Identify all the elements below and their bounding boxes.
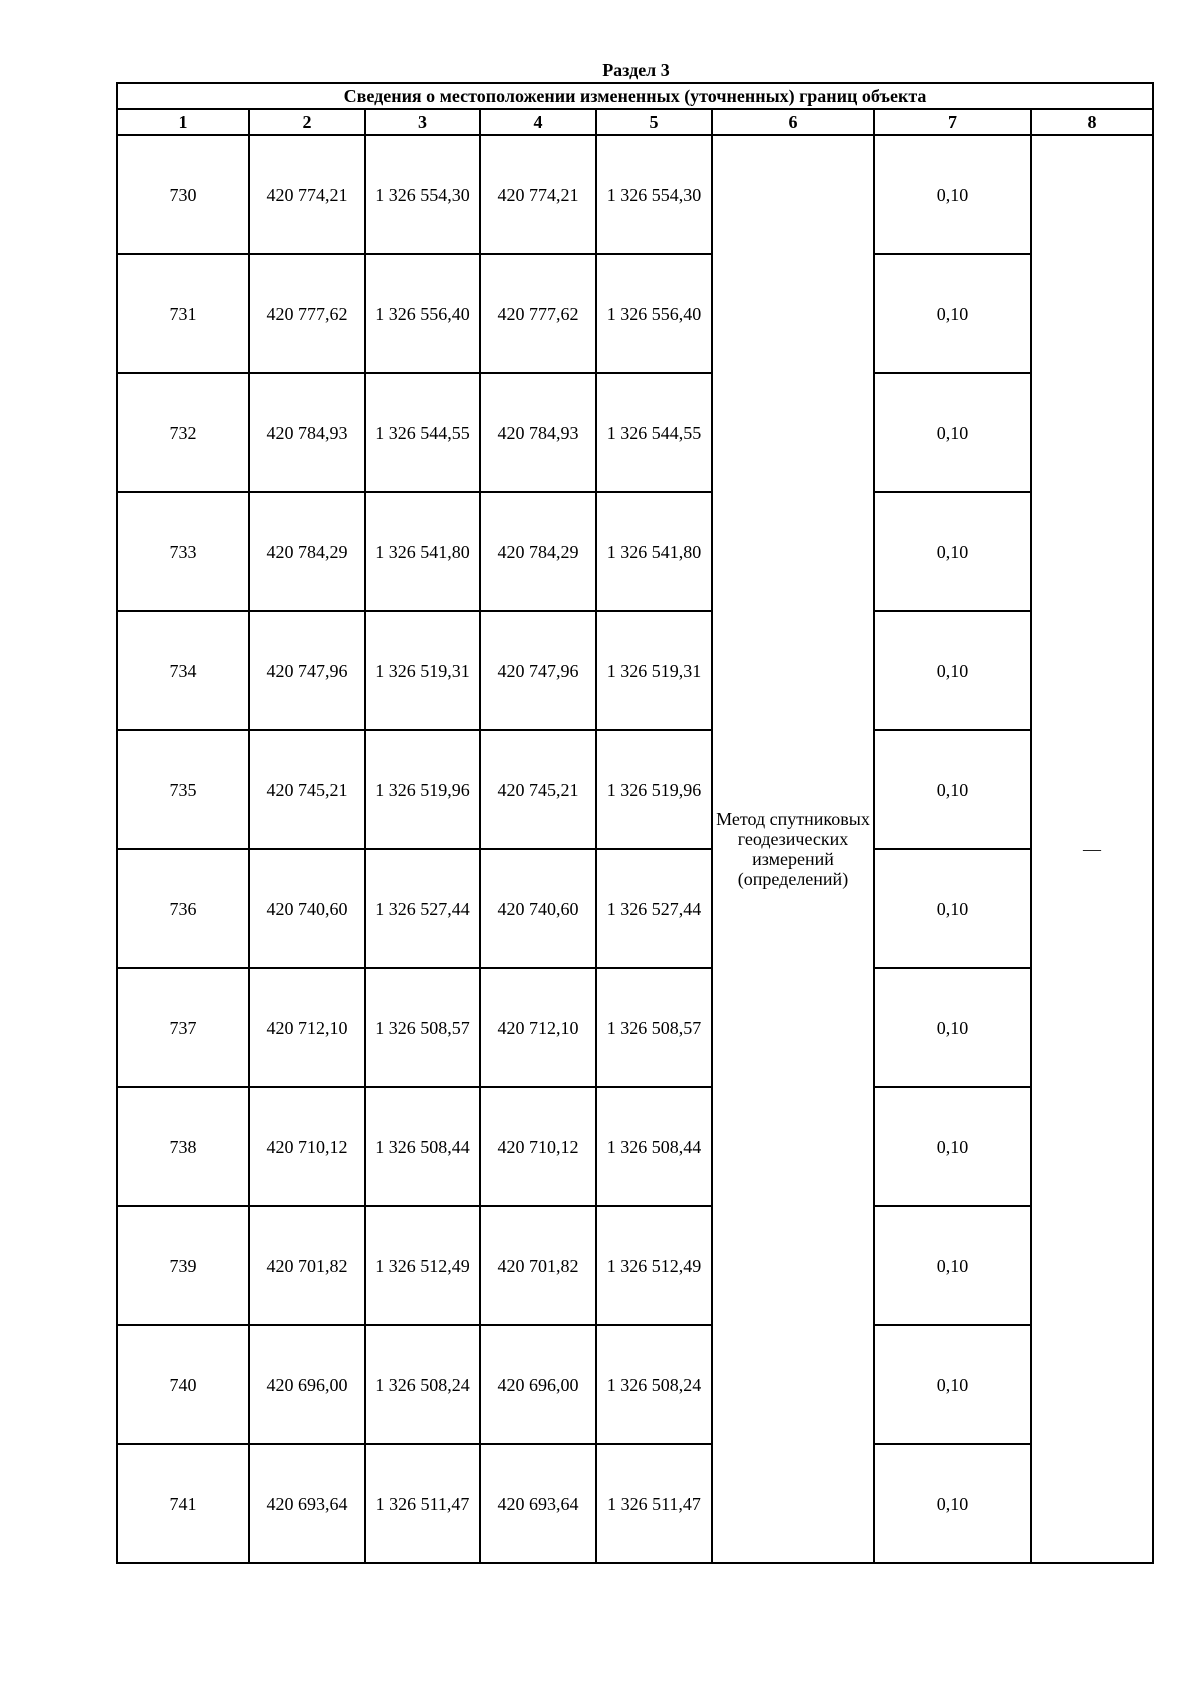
column-number: 5	[596, 109, 712, 135]
accuracy-cell: 0,10	[874, 373, 1031, 492]
x-existing-cell: 420 701,82	[249, 1206, 365, 1325]
column-number: 7	[874, 109, 1031, 135]
point-number-cell: 740	[117, 1325, 249, 1444]
accuracy-cell: 0,10	[874, 1087, 1031, 1206]
x-refined-cell: 420 784,29	[480, 492, 596, 611]
table-row	[117, 968, 1153, 1087]
table-row	[117, 1444, 1153, 1563]
accuracy-cell: 0,10	[874, 849, 1031, 968]
x-refined-cell: 420 747,96	[480, 611, 596, 730]
point-number-cell: 741	[117, 1444, 249, 1563]
y-existing-cell: 1 326 511,47	[365, 1444, 480, 1563]
accuracy-cell: 0,10	[874, 730, 1031, 849]
y-existing-cell: 1 326 519,96	[365, 730, 480, 849]
y-existing-cell: 1 326 554,30	[365, 135, 480, 254]
x-refined-cell: 420 710,12	[480, 1087, 596, 1206]
table-row	[117, 1206, 1153, 1325]
y-refined-cell: 1 326 508,44	[596, 1087, 712, 1206]
column-number: 6	[712, 109, 874, 135]
column-number-row	[117, 109, 1153, 135]
x-existing-cell: 420 696,00	[249, 1325, 365, 1444]
y-refined-cell: 1 326 556,40	[596, 254, 712, 373]
column-number: 8	[1031, 109, 1153, 135]
column-number: 4	[480, 109, 596, 135]
point-number-cell: 737	[117, 968, 249, 1087]
point-number-cell: 735	[117, 730, 249, 849]
section-title: Раздел 3	[602, 60, 670, 80]
x-existing-cell: 420 784,29	[249, 492, 365, 611]
table-row	[117, 849, 1153, 968]
point-number-cell: 733	[117, 492, 249, 611]
accuracy-cell: 0,10	[874, 1325, 1031, 1444]
column-number: 3	[365, 109, 480, 135]
accuracy-cell: 0,10	[874, 492, 1031, 611]
column-number: 2	[249, 109, 365, 135]
x-refined-cell: 420 712,10	[480, 968, 596, 1087]
x-refined-cell: 420 784,93	[480, 373, 596, 492]
y-refined-cell: 1 326 519,31	[596, 611, 712, 730]
y-refined-cell: 1 326 508,24	[596, 1325, 712, 1444]
x-existing-cell: 420 740,60	[249, 849, 365, 968]
x-refined-cell: 420 745,21	[480, 730, 596, 849]
table-row	[117, 730, 1153, 849]
y-existing-cell: 1 326 508,44	[365, 1087, 480, 1206]
accuracy-cell: 0,10	[874, 1206, 1031, 1325]
y-existing-cell: 1 326 527,44	[365, 849, 480, 968]
table-row	[117, 1087, 1153, 1206]
y-refined-cell: 1 326 527,44	[596, 849, 712, 968]
accuracy-cell: 0,10	[874, 968, 1031, 1087]
point-number-cell: 731	[117, 254, 249, 373]
point-number-cell: 730	[117, 135, 249, 254]
x-refined-cell: 420 696,00	[480, 1325, 596, 1444]
y-existing-cell: 1 326 508,24	[365, 1325, 480, 1444]
column-number: 1	[117, 109, 249, 135]
x-existing-cell: 420 710,12	[249, 1087, 365, 1206]
x-existing-cell: 420 774,21	[249, 135, 365, 254]
x-existing-cell: 420 712,10	[249, 968, 365, 1087]
x-existing-cell: 420 745,21	[249, 730, 365, 849]
y-refined-cell: 1 326 541,80	[596, 492, 712, 611]
table-caption: Сведения о местоположении измененных (уточненных) границ объекта	[117, 83, 1153, 109]
x-refined-cell: 420 701,82	[480, 1206, 596, 1325]
accuracy-cell: 0,10	[874, 1444, 1031, 1563]
measurement-method-cell: Метод спутниковых геодезических измерений (определений)	[712, 135, 874, 1563]
table-row	[117, 135, 1153, 254]
point-number-cell: 734	[117, 611, 249, 730]
table-row	[117, 373, 1153, 492]
y-refined-cell: 1 326 519,96	[596, 730, 712, 849]
table-row	[117, 1325, 1153, 1444]
y-existing-cell: 1 326 556,40	[365, 254, 480, 373]
y-refined-cell: 1 326 511,47	[596, 1444, 712, 1563]
y-refined-cell: 1 326 508,57	[596, 968, 712, 1087]
y-refined-cell: 1 326 554,30	[596, 135, 712, 254]
point-number-cell: 738	[117, 1087, 249, 1206]
y-refined-cell: 1 326 512,49	[596, 1206, 712, 1325]
x-refined-cell: 420 777,62	[480, 254, 596, 373]
x-refined-cell: 420 774,21	[480, 135, 596, 254]
x-existing-cell: 420 693,64	[249, 1444, 365, 1563]
table-row	[117, 254, 1153, 373]
accuracy-cell: 0,10	[874, 135, 1031, 254]
y-existing-cell: 1 326 544,55	[365, 373, 480, 492]
y-existing-cell: 1 326 519,31	[365, 611, 480, 730]
accuracy-cell: 0,10	[874, 611, 1031, 730]
y-refined-cell: 1 326 544,55	[596, 373, 712, 492]
x-refined-cell: 420 740,60	[480, 849, 596, 968]
y-existing-cell: 1 326 508,57	[365, 968, 480, 1087]
point-number-cell: 736	[117, 849, 249, 968]
boundary-coordinates-table	[116, 82, 1154, 1564]
x-existing-cell: 420 777,62	[249, 254, 365, 373]
table-row	[117, 492, 1153, 611]
y-existing-cell: 1 326 512,49	[365, 1206, 480, 1325]
table-row	[117, 611, 1153, 730]
accuracy-cell: 0,10	[874, 254, 1031, 373]
x-existing-cell: 420 747,96	[249, 611, 365, 730]
column-8-value-cell: —	[1031, 135, 1153, 1563]
x-existing-cell: 420 784,93	[249, 373, 365, 492]
x-refined-cell: 420 693,64	[480, 1444, 596, 1563]
y-existing-cell: 1 326 541,80	[365, 492, 480, 611]
point-number-cell: 732	[117, 373, 249, 492]
point-number-cell: 739	[117, 1206, 249, 1325]
